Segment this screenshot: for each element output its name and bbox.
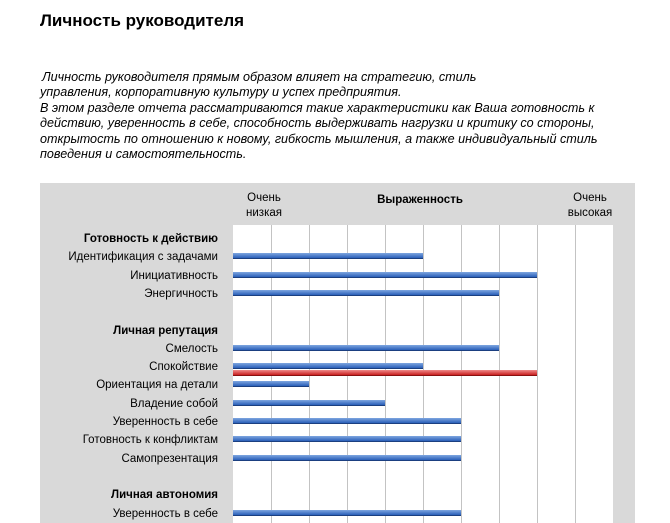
axis-high-label-line: высокая [567,207,613,219]
row-label: Энергичность [144,287,218,300]
expression-chart [40,183,635,523]
group-heading: Готовность к действию [83,233,218,245]
intro-line: Личность руководителя прямым образом влияет на стратегию, стиль [42,70,477,84]
row-label: Готовность к конфликтам [82,434,218,447]
bar [233,418,461,423]
row-label: Идентификация с задачами [68,251,218,264]
bar [233,381,309,386]
axis-low-label-line: низкая [246,207,282,219]
bar [233,272,537,277]
intro-line: В этом разделе отчета рассматриваются такие характеристики как Ваша готовность к [40,100,595,115]
row-label: Инициативность [130,269,218,282]
axis-low-label [233,191,295,221]
axis-high-label-line: Очень [573,192,607,204]
intro-text [40,70,660,162]
plot-area [233,225,613,523]
bar [233,436,461,441]
axis-high-label [545,191,635,221]
bar [233,510,461,515]
bar [233,253,423,258]
grid-line [537,225,538,523]
page-title: Личность руководителя [40,11,245,30]
bar [233,400,385,405]
row-label: Ориентация на детали [96,379,218,392]
row-label: Уверенность в себе [112,416,218,428]
intro-line: открытость по отношению к новому, гибкость мышления, а также индивидуальный стиль [40,131,598,146]
row-label: Уверенность в себе [112,507,218,520]
ideal-bar [233,370,537,375]
bar [233,455,461,460]
bar [233,290,499,295]
row-label: Владение собой [130,397,218,410]
intro-line: действию, уверенность в себе, способность выдерживать нагрузки и критику со стороны, [40,116,595,131]
bar [233,345,499,350]
row-label: Самопрезентация [121,452,218,465]
bar [233,363,423,368]
group-heading: Личная автономия [111,489,218,502]
intro-line: управления, корпоративную культуру и успех предприятия. [40,85,402,100]
row-label: Смелость [165,342,218,355]
axis-low-label-line: Очень [247,192,281,204]
intro-line: поведения и самостоятельность. [40,147,247,162]
grid-line [575,225,576,523]
group-heading: Личная репутация [113,324,218,337]
axis-title: Выраженность [377,194,463,206]
row-label: Спокойствие [149,361,218,374]
